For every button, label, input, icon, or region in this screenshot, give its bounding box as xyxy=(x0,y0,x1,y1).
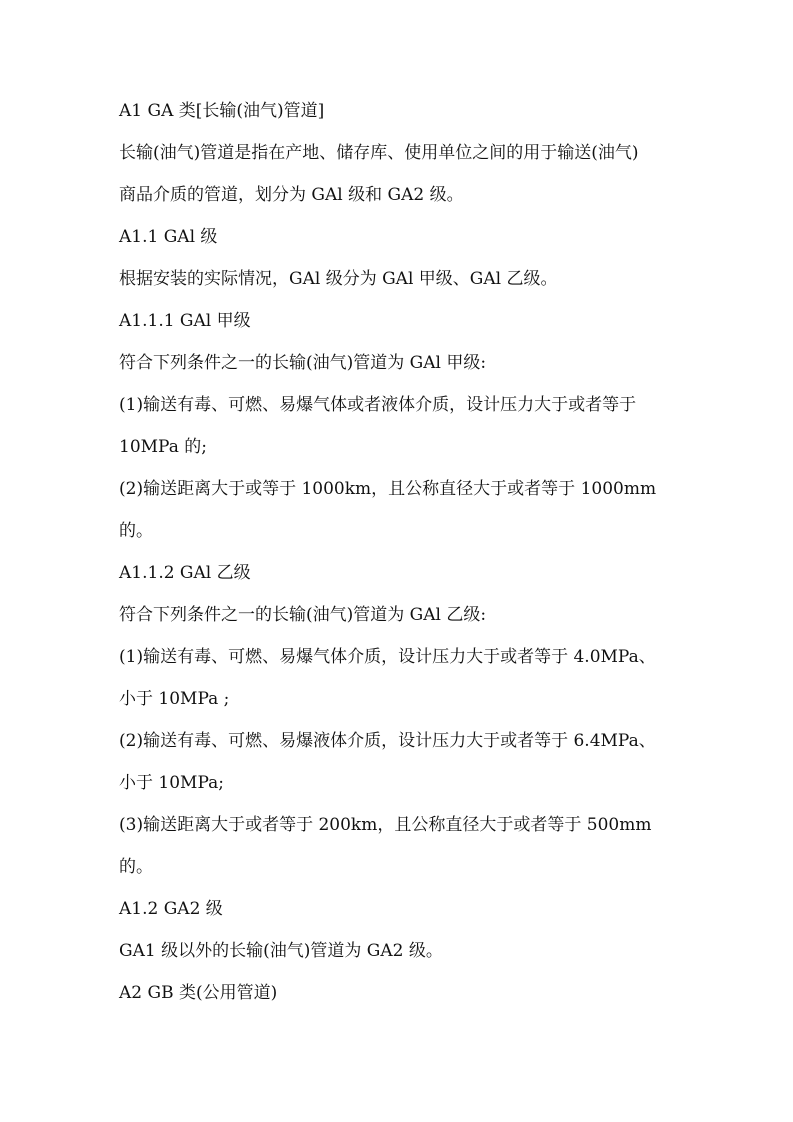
list-item-line: (3)输送距离大于或者等于 200km，且公称直径大于或者等于 500mm xyxy=(119,815,652,835)
paragraph-line: 商品介质的管道，划分为 GAl 级和 GA2 级。 xyxy=(119,185,464,205)
list-item-line: 小于 10MPa; xyxy=(119,773,224,793)
document-body xyxy=(119,101,675,1025)
list-item-line: (2)输送距离大于或等于 1000km，且公称直径大于或者等于 1000mm xyxy=(119,479,657,499)
section-heading-a2: A2 GB 类(公用管道) xyxy=(119,983,278,1003)
paragraph-line: 长输(油气)管道是指在产地、储存库、使用单位之间的用于输送(油气) xyxy=(119,143,639,163)
list-item-line: (1)输送有毒、可燃、易爆气体介质，设计压力大于或者等于 4.0MPa、 xyxy=(119,647,656,667)
paragraph-line: 根据安装的实际情况，GAl 级分为 GAl 甲级、GAl 乙级。 xyxy=(119,269,558,289)
paragraph-line: GA1 级以外的长输(油气)管道为 GA2 级。 xyxy=(119,941,443,961)
section-heading-a1-1-2: A1.1.2 GAl 乙级 xyxy=(119,563,251,583)
section-heading-a1: A1 GA 类[长输(油气)管道] xyxy=(119,101,325,121)
list-item-line: 的。 xyxy=(119,857,153,877)
section-heading-a1-2: A1.2 GA2 级 xyxy=(119,899,223,919)
section-heading-a1-1-1: A1.1.1 GAl 甲级 xyxy=(119,311,251,331)
list-item-line: 小于 10MPa ; xyxy=(119,689,230,709)
list-item-line: 的。 xyxy=(119,521,153,541)
paragraph-line: 符合下列条件之一的长输(油气)管道为 GAl 乙级: xyxy=(119,605,487,625)
list-item-line: (2)输送有毒、可燃、易爆液体介质，设计压力大于或者等于 6.4MPa、 xyxy=(119,731,656,751)
list-item-line: 10MPa 的; xyxy=(119,437,207,457)
list-item-line: (1)输送有毒、可燃、易爆气体或者液体介质，设计压力大于或者等于 xyxy=(119,395,637,415)
section-heading-a1-1: A1.1 GAl 级 xyxy=(119,227,218,247)
paragraph-line: 符合下列条件之一的长输(油气)管道为 GAl 甲级: xyxy=(119,353,487,373)
